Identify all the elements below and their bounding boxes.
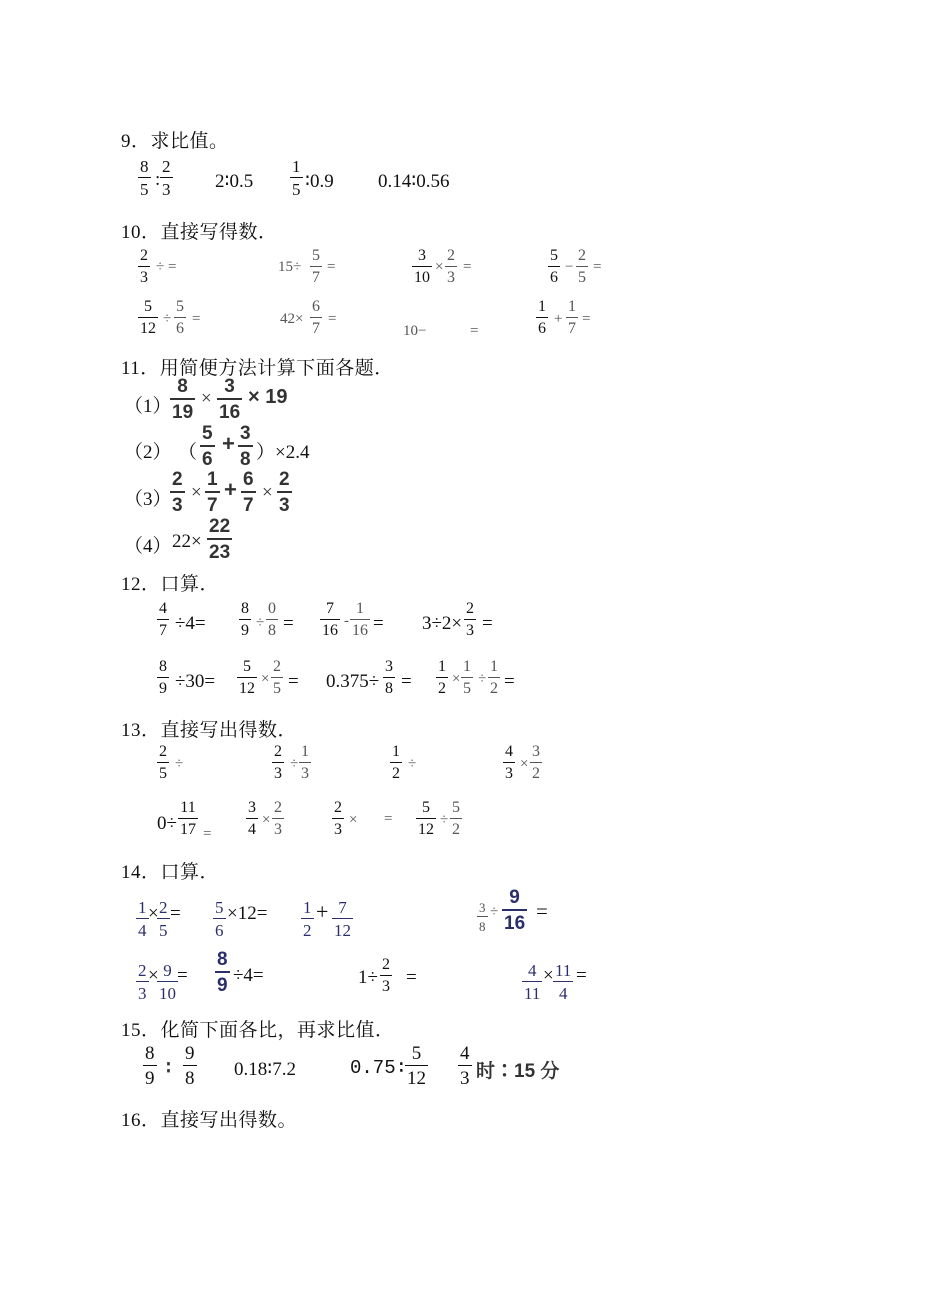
operator: ÷	[440, 812, 449, 828]
fraction: 5 12	[239, 658, 255, 697]
fraction: 2 3	[140, 247, 148, 286]
operator: ×	[148, 965, 159, 986]
q10-title: 10．直接写得数．	[121, 222, 278, 243]
operator: ×	[520, 756, 529, 772]
ratio-expression: ∶0.9	[305, 171, 334, 192]
fraction: 1 2	[392, 743, 400, 782]
fraction: 1 2	[438, 658, 446, 697]
operator: ×	[148, 903, 159, 924]
operator: ÷	[490, 904, 499, 920]
operator: ×	[191, 482, 202, 503]
ratio-expression: 0.14∶0.56	[378, 171, 450, 192]
ratio-expression: 时∶15 分	[476, 1061, 560, 1082]
fraction: 3 8	[240, 423, 251, 470]
expression-tail: ÷	[175, 756, 184, 772]
q9-title: 9．求比值。	[121, 131, 229, 152]
fraction: 1 2	[303, 898, 312, 940]
expression-prefix: 3÷2×	[422, 613, 463, 634]
fraction: 5 6	[550, 247, 558, 286]
fraction: 2 3	[162, 157, 171, 199]
part-label: （2）	[124, 442, 172, 463]
expression-tail: =	[170, 903, 181, 924]
fraction: 5 12	[407, 1043, 426, 1089]
fraction: 2 5	[578, 247, 586, 286]
expression-tail: =	[582, 311, 591, 327]
fraction: 11 17	[180, 799, 196, 838]
operator: ÷	[256, 615, 265, 631]
expression-tail: =	[401, 671, 412, 692]
expression-prefix: 0÷	[157, 813, 177, 834]
operator: ×	[262, 482, 273, 503]
fraction: 9 10	[159, 961, 176, 1003]
expression-prefix: 0.375÷	[326, 671, 380, 692]
expression-tail: ÷ =	[156, 259, 177, 275]
fraction: 3 10	[414, 247, 430, 286]
expression-tail: =	[203, 826, 212, 842]
fraction: 22 23	[209, 516, 231, 563]
ratio-expression: 0.18∶7.2	[234, 1059, 296, 1080]
fraction: 2 3	[274, 743, 282, 782]
fraction: 8 5	[140, 157, 149, 199]
fraction: 2 5	[273, 658, 281, 697]
operator: ×	[452, 671, 461, 687]
fraction: 3 4	[248, 799, 256, 838]
operator: ×	[261, 671, 270, 687]
operator: −	[565, 259, 574, 275]
operator: +	[554, 311, 563, 327]
operator: -	[344, 613, 349, 629]
part-label: （4）	[124, 536, 172, 557]
fraction: 0 8	[268, 600, 276, 639]
expression-tail: ÷4=	[233, 965, 264, 986]
fraction: 8 9	[241, 600, 249, 639]
fraction: 8 9	[145, 1043, 155, 1089]
expression-tail: =	[328, 311, 337, 327]
operator: ÷	[290, 756, 299, 772]
expression-tail: ）×2.4	[256, 442, 310, 463]
expression-tail: ×12=	[227, 903, 268, 924]
expression-prefix: 42×	[280, 311, 304, 327]
part-label: （1）	[124, 396, 172, 417]
ratio-expression: 2∶0.5	[215, 171, 254, 192]
fraction: 1 5	[292, 157, 301, 199]
expression-tail: =	[177, 965, 188, 986]
fraction: 9 16	[504, 887, 526, 934]
fraction: 6 7	[312, 298, 320, 337]
ratio-colon: :	[155, 169, 161, 190]
expression-prefix: 10−	[403, 323, 427, 339]
fraction: 2 3	[172, 469, 183, 516]
fraction: 2 3	[334, 799, 342, 838]
operator: ÷	[163, 311, 172, 327]
operator: +	[222, 431, 235, 456]
expression-tail: =	[406, 967, 417, 988]
expression-tail: =	[536, 899, 548, 923]
paren-open: （	[178, 442, 198, 463]
fraction: 5 6	[176, 298, 184, 337]
fraction: 2 5	[159, 898, 168, 940]
fraction: 5 12	[418, 799, 434, 838]
fraction: 2 5	[159, 743, 167, 782]
expression-tail: =	[482, 613, 493, 634]
expression-prefix: 1÷	[358, 967, 378, 988]
fraction: 11 4	[555, 961, 572, 1003]
operator: +	[316, 899, 329, 924]
operator: ×	[349, 812, 358, 828]
fraction: 1 7	[568, 298, 576, 337]
expression-tail: =	[504, 671, 515, 692]
fraction: 1 3	[301, 743, 309, 782]
fraction: 2 3	[138, 961, 147, 1003]
fraction: 7 12	[334, 898, 351, 940]
expression-tail: =	[593, 259, 602, 275]
operator: ×	[543, 965, 554, 986]
expression-tail: =	[192, 311, 201, 327]
fraction: 2 3	[447, 247, 455, 286]
expression-prefix: 22×	[172, 531, 202, 552]
expression-tail: =	[327, 259, 336, 275]
fraction: 3 2	[532, 743, 540, 782]
fraction: 5 7	[312, 247, 320, 286]
fraction: 8 19	[172, 376, 194, 423]
q16-title: 16．直接写出得数。	[121, 1110, 298, 1131]
fraction: 8 9	[217, 949, 228, 996]
fraction: 4 7	[159, 600, 167, 639]
fraction: 4 11	[524, 961, 541, 1003]
fraction: 6 7	[243, 469, 254, 516]
fraction: 1 16	[352, 600, 368, 639]
fraction: 5 6	[215, 898, 224, 940]
expression-tail: =	[576, 965, 587, 986]
fraction: 1 2	[490, 658, 498, 697]
expression-tail: ÷	[408, 756, 417, 772]
fraction: 3 16	[219, 376, 241, 423]
q12-title: 12．口算．	[121, 574, 220, 595]
fraction: 9 8	[185, 1043, 195, 1089]
fraction: 2 3	[274, 799, 282, 838]
q14-title: 14．口算．	[121, 862, 220, 883]
operator: +	[224, 477, 237, 502]
fraction: 2 3	[279, 469, 290, 516]
ratio-prefix: 0.75∶	[350, 1057, 408, 1079]
fraction: 2 3	[466, 600, 474, 639]
fraction: 1 5	[463, 658, 471, 697]
expression-tail: =	[373, 613, 384, 634]
expression-tail: ÷30=	[175, 671, 216, 692]
ratio-colon: ∶	[166, 1058, 171, 1079]
expression-tail: =	[470, 323, 479, 339]
fraction: 7 16	[322, 600, 338, 639]
expression-prefix: 15÷	[278, 259, 302, 275]
fraction: 1 7	[207, 469, 218, 516]
operator: ×	[435, 259, 444, 275]
expression-tail: ÷4=	[175, 613, 206, 634]
expression-tail: =	[384, 811, 393, 827]
part-label: （3）	[124, 489, 172, 510]
fraction: 8 9	[159, 658, 167, 697]
expression-tail: =	[288, 671, 299, 692]
expression-tail: × 19	[248, 386, 288, 408]
expression-tail: =	[463, 259, 472, 275]
operator: ×	[201, 388, 212, 409]
expression-tail: =	[283, 613, 294, 634]
fraction: 1 6	[538, 298, 546, 337]
q15-title: 15．化简下面各比，再求比值．	[121, 1020, 395, 1041]
q13-title: 13．直接写出得数．	[121, 720, 298, 741]
fraction: 4 3	[460, 1043, 470, 1089]
fraction: 5 6	[202, 423, 213, 470]
q11-title: 11．用简便方法计算下面各题．	[121, 358, 394, 379]
fraction: 5 2	[452, 799, 460, 838]
fraction: 1 4	[138, 898, 147, 940]
operator: ×	[262, 812, 271, 828]
fraction: 5 12	[140, 298, 156, 337]
fraction: 3 8	[479, 900, 486, 934]
operator: ÷	[478, 671, 487, 687]
fraction: 4 3	[505, 743, 513, 782]
fraction: 2 3	[382, 956, 390, 995]
fraction: 3 8	[385, 658, 393, 697]
